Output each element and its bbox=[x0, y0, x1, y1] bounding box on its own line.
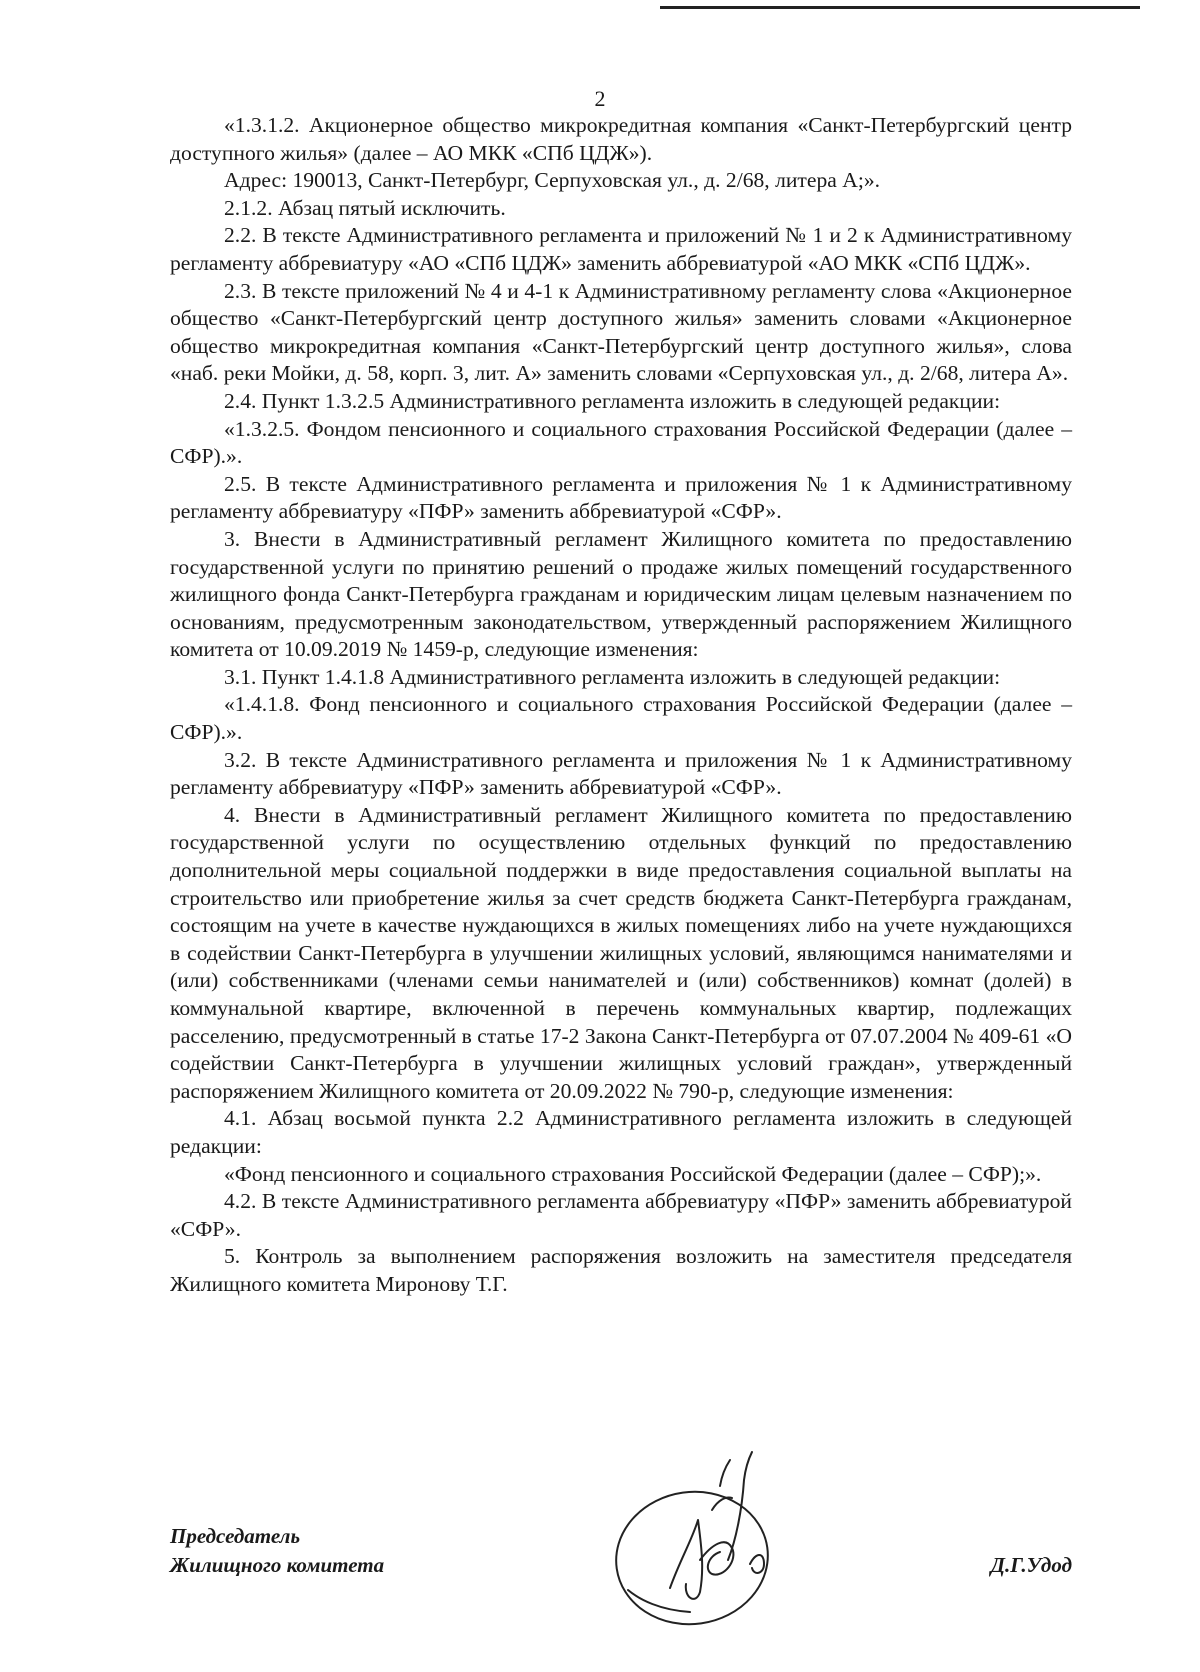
paragraph: 2.2. В тексте Административного регламента и приложений № 1 и 2 к Административному регламенту аббревиатуру «АО «СПб ЦДЖ» заменить аббревиатурой «АО МКК «СПб ЦДЖ». bbox=[170, 223, 1072, 275]
paragraph: 4. Внести в Административный регламент Жилищного комитета по предоставлению государственной услуги по осуществлению отдельных функций по предоставлению дополнительной меры социальной поддержки в виде предоставления социальной выплаты на строительство или приобретение жилья за счет средств бюджета Санкт-Петербурга гражданам, состоящим на учете в качестве нуждающихся в жилых помещениях либо на учете нуждающихся в содействии Санкт-Петербурга в улучшении жилищных условий, являющимся нанимателями и (или) собственниками (членами семьи нанимателей и (или) собственников) комнат (долей) в коммунальной квартире, включенной в перечень коммунальных квартир, подлежащих расселению, предусмотренный в статье 17-2 Закона Санкт-Петербурга от 07.07.2004 № 409-61 «О содействии Санкт-Петербурга в улучшении жилищных условий граждан», утвержденный распоряжением Жилищного комитета от 20.09.2022 № 790-р, следующие изменения: bbox=[170, 802, 1072, 1103]
paragraph: 2.1.2. Абзац пятый исключить. bbox=[224, 195, 506, 220]
paragraph: 3.1. Пункт 1.4.1.8 Административного регламента изложить в следующей редакции: bbox=[224, 664, 1001, 689]
document-body bbox=[170, 112, 1072, 1299]
signature-block bbox=[170, 1522, 1072, 1582]
paragraph: «1.3.1.2. Акционерное общество микрокредитная компания «Санкт-Петербургский центр доступного жилья» (далее – АО МКК «СПб ЦДЖ»). bbox=[170, 113, 1072, 165]
paragraph: 3.2. В тексте Административного регламента и приложения № 1 к Административному регламенту аббревиатуру «ПФР» заменить аббревиатурой «СФР». bbox=[170, 747, 1072, 800]
paragraph: 4.1. Абзац восьмой пункта 2.2 Административного регламента изложить в следующей редакции: bbox=[170, 1106, 1072, 1158]
paragraph: 5. Контроль за выполнением распоряжения возложить на заместителя председателя Жилищного комитета Миронову Т.Г. bbox=[170, 1244, 1072, 1296]
header-rule bbox=[660, 6, 1140, 9]
paragraph: «Фонд пенсионного и социального страхования Российской Федерации (далее – СФР);». bbox=[224, 1161, 1042, 1186]
signatory-position bbox=[170, 1522, 384, 1580]
signatory-position-line1: Председатель bbox=[170, 1524, 301, 1548]
signatory-position-line2: Жилищного комитета bbox=[170, 1553, 385, 1577]
signatory-name: Д.Г.Удод bbox=[990, 1553, 1072, 1577]
paragraph: 2.5. В тексте Административного регламента и приложения № 1 к Административному регламенту аббревиатуру «ПФР» заменить аббревиатурой «СФР». bbox=[170, 471, 1072, 524]
paragraph: «1.3.2.5. Фондом пенсионного и социального страхования Российской Федерации (далее – СФР).». bbox=[170, 416, 1072, 469]
paragraph: 4.2. В тексте Административного регламента аббревиатуру «ПФР» заменить аббревиатурой «СФР». bbox=[170, 1189, 1072, 1241]
paragraph: «1.4.1.8. Фонд пенсионного и социального страхования Российской Федерации (далее – СФР).». bbox=[170, 692, 1072, 745]
paragraph: 2.3. В тексте приложений № 4 и 4-1 к Административному регламенту слова «Акционерное общество «Санкт-Петербургский центр доступного жилья» заменить словами «Акционерное общество микрокредитная компания «Санкт-Петербургский центр доступного жилья», слова «наб. реки Мойки, д. 58, корп. 3, лит. А» заменить словами «Серпуховская ул., д. 2/68, литера А». bbox=[170, 278, 1072, 386]
paragraph: 2.4. Пункт 1.3.2.5 Административного регламента изложить в следующей редакции: bbox=[224, 388, 1001, 413]
page-number: 2 bbox=[594, 86, 606, 111]
paragraph: 3. Внести в Административный регламент Жилищного комитета по предоставлению государственной услуги по принятию решений о продаже жилых помещений государственного жилищного фонда Санкт-Петербурга гражданам и юридическим лицам целевым назначением по основаниям, предусмотренным законодательством, утвержденный распоряжением Жилищного комитета от 10.09.2019 № 1459-р, следующие изменения: bbox=[170, 526, 1072, 662]
paragraph: Адрес: 190013, Санкт-Петербург, Серпуховская ул., д. 2/68, литера А;». bbox=[224, 168, 881, 193]
